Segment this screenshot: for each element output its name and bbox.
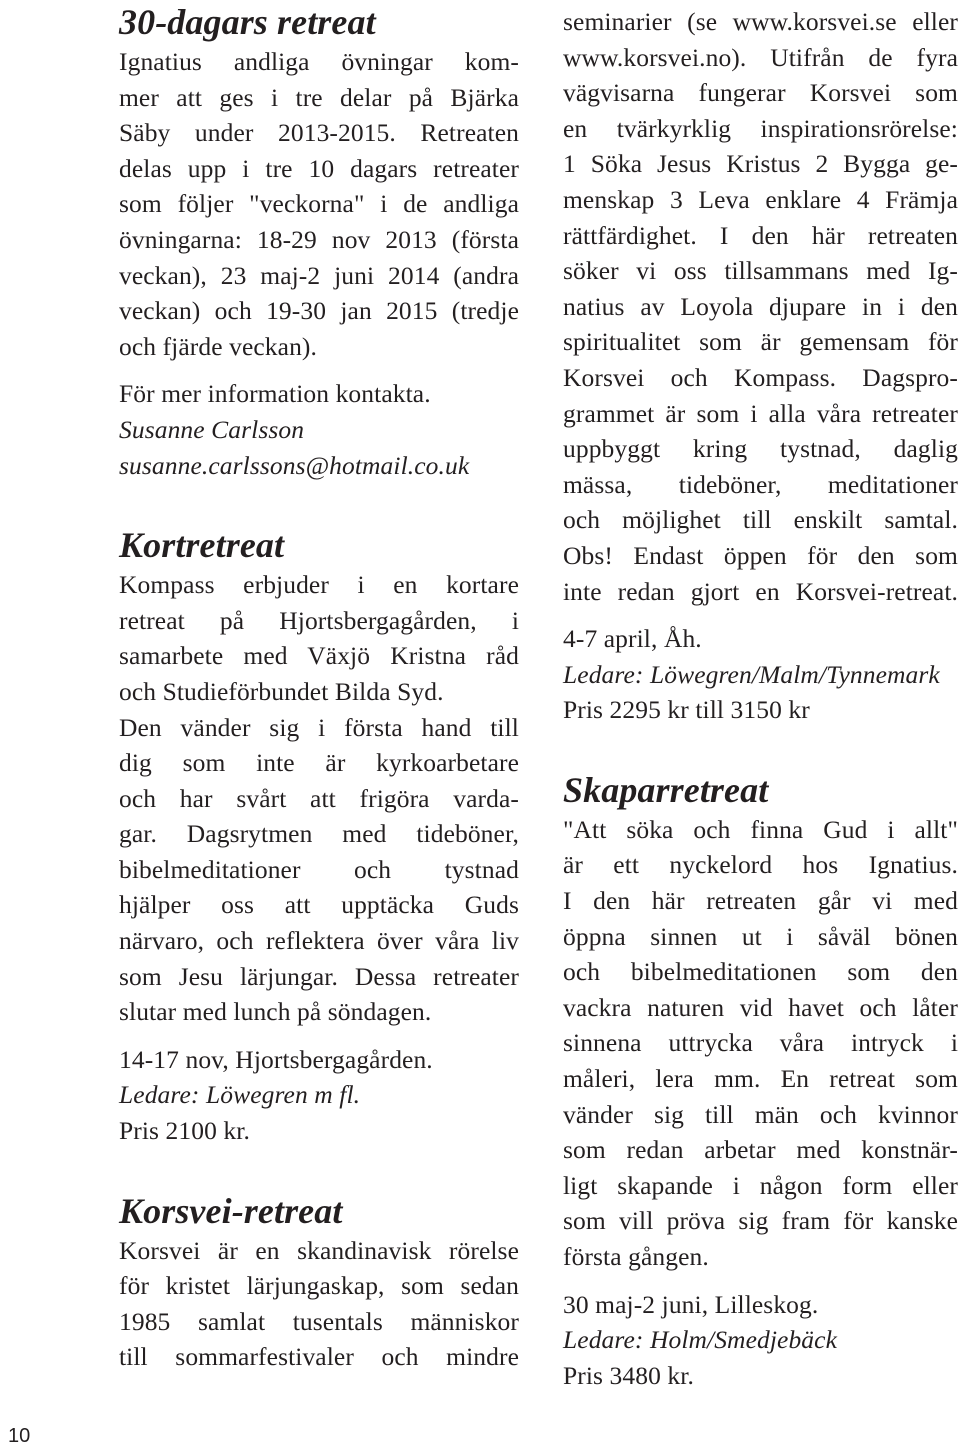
body-line: veckan) och 19-30 jan 2015 (tredje	[119, 296, 519, 326]
body-line: spiritualitet som är gemensam för	[563, 327, 958, 357]
body-line: menskap 3 Leva enklare 4 Främja	[563, 184, 958, 214]
body-line: samarbete med Växjö Kristna råd	[119, 641, 519, 671]
body-line: gar. Dagsrytmen med tideböner,	[119, 819, 519, 849]
contact-intro: För mer information kontakta.	[119, 379, 431, 409]
body-line: en tvärkyrklig inspirationsrörelse:	[563, 113, 958, 143]
body-line: närvaro, och reflektera över våra liv	[119, 926, 519, 956]
body-line: Korsvei och Kompass. Dagspro-	[563, 362, 958, 392]
body-line: I den här retreaten går vi med	[563, 886, 958, 916]
body-line: 1985 samlat tusentals människor	[119, 1306, 519, 1336]
section-body-korsvei-continued	[563, 4, 958, 609]
event-leaders: Ledare: Löwegren/Malm/Tynnemark	[563, 659, 940, 689]
body-line: natius av Loyola djupare in i den	[563, 291, 958, 321]
body-line: och bibelmeditationen som den	[563, 957, 958, 987]
body-line: och möjlighet till enskilt samtal.	[563, 505, 958, 535]
body-line: retreat på Hjortsbergagården, i	[119, 605, 519, 635]
section-title-kortretreat: Kortretreat	[119, 525, 285, 566]
body-line: Den vänder sig i första hand till	[119, 712, 519, 742]
body-line: Säby under 2013-2015. Retreaten	[119, 118, 519, 148]
body-line: som Jesu lärjungar. Dessa retreater	[119, 961, 519, 991]
body-line: är ett nyckelord hos Ignatius.	[563, 850, 958, 880]
body-line: slutar med lunch på söndagen.	[119, 997, 432, 1027]
event-price: Pris 2295 kr till 3150 kr	[563, 695, 810, 725]
section-title-korsvei: Korsvei-retreat	[119, 1190, 343, 1231]
body-line: som vill pröva sig fram för kanske	[563, 1206, 958, 1236]
event-leaders: Ledare: Holm/Smedjebäck	[563, 1325, 837, 1355]
left-column	[119, 0, 519, 1375]
section-body-korsvei	[119, 1233, 519, 1375]
body-line: seminarier (se www.korsvei.se eller	[563, 7, 958, 36]
body-line: vänder sig till män och kvinnor	[563, 1099, 958, 1129]
section-body-kortretreat	[119, 567, 519, 1030]
body-line: Kompass erbjuder i en kortare	[119, 570, 519, 600]
body-line: mer att ges i tre delar på Bjärka	[119, 82, 519, 112]
body-line: vackra naturen vid havet och låter	[563, 992, 958, 1022]
body-line: som följer "veckorna" i de andliga	[119, 189, 519, 219]
body-line: och fjärde veckan).	[119, 331, 317, 361]
body-line: Obs! Endast öppen för den som	[563, 540, 958, 570]
contact-name: Susanne Carlsson	[119, 414, 305, 444]
body-line: för kristet lärjungaskap, som sedan	[119, 1271, 519, 1301]
body-line: Korsvei är en skandinavisk rörelse	[119, 1235, 519, 1265]
body-line: till sommarfestivaler och mindre	[119, 1342, 519, 1372]
section-title-30-dagars: 30-dagars retreat	[119, 2, 376, 42]
event-date-place: 14-17 nov, Hjortsbergagården.	[119, 1044, 433, 1074]
body-line: vägvisarna fungerar Korsvei som	[563, 78, 958, 108]
body-line: 1 Söka Jesus Kristus 2 Bygga ge-	[563, 149, 958, 179]
event-leaders: Ledare: Löwegren m fl.	[119, 1080, 361, 1110]
body-line: övningarna: 18-29 nov 2013 (första	[119, 224, 519, 254]
body-line: måleri, lera mm. En retreat som	[563, 1064, 958, 1094]
body-line: veckan), 23 maj-2 juni 2014 (andra	[119, 260, 519, 290]
body-line: första gången.	[563, 1242, 709, 1271]
body-line: www.korsvei.no). Utifrån de fyra	[563, 42, 958, 72]
event-date-place: 4-7 april, Åh.	[563, 624, 702, 654]
body-line: inte redan gjort en Korsvei-retreat.	[563, 576, 958, 606]
body-line: "Att söka och finna Gud i allt"	[563, 814, 958, 844]
body-line: grammet är som i alla våra retreater	[563, 398, 958, 428]
event-price: Pris 3480 kr.	[563, 1360, 694, 1390]
body-line: ligt skapande i någon form eller	[563, 1170, 958, 1200]
body-line: som redan arbetar med konstnär-	[563, 1135, 958, 1165]
body-line: hjälper oss att upptäcka Guds	[119, 890, 519, 920]
body-line: bibelmeditationer och tystnad	[119, 854, 519, 884]
body-line: dig som inte är kyrkoarbetare	[119, 748, 519, 778]
event-price: Pris 2100 kr.	[119, 1116, 250, 1146]
section-body-30-dagars	[119, 44, 519, 364]
section-body-skaparretreat	[563, 812, 958, 1275]
event-date-place: 30 maj-2 juni, Lilleskog.	[563, 1289, 819, 1319]
page-number: 10	[8, 1425, 31, 1447]
section-title-skaparretreat: Skaparretreat	[563, 769, 769, 810]
body-line: mässa, tideböner, meditationer	[563, 469, 958, 499]
right-column	[563, 4, 958, 1393]
body-line: och Studieförbundet Bilda Syd.	[119, 676, 444, 706]
body-line: och har svårt att frigöra varda-	[119, 783, 519, 813]
body-line: uppbyggt kring tystnad, daglig	[563, 434, 958, 464]
body-line: öppna sinnen ut i såväl bönen	[563, 921, 958, 951]
body-line: söker vi oss tillsammans med Ig-	[563, 256, 958, 286]
body-line: Ignatius andliga övningar kom-	[119, 47, 519, 76]
body-line: delas upp i tre 10 dagars retreater	[119, 153, 519, 183]
body-line: sinnena uttrycka våra intryck i	[563, 1028, 958, 1058]
contact-email[interactable]: susanne.carlssons@hotmail.co.uk	[119, 450, 470, 480]
body-line: rättfärdighet. I den här retreaten	[563, 220, 958, 250]
